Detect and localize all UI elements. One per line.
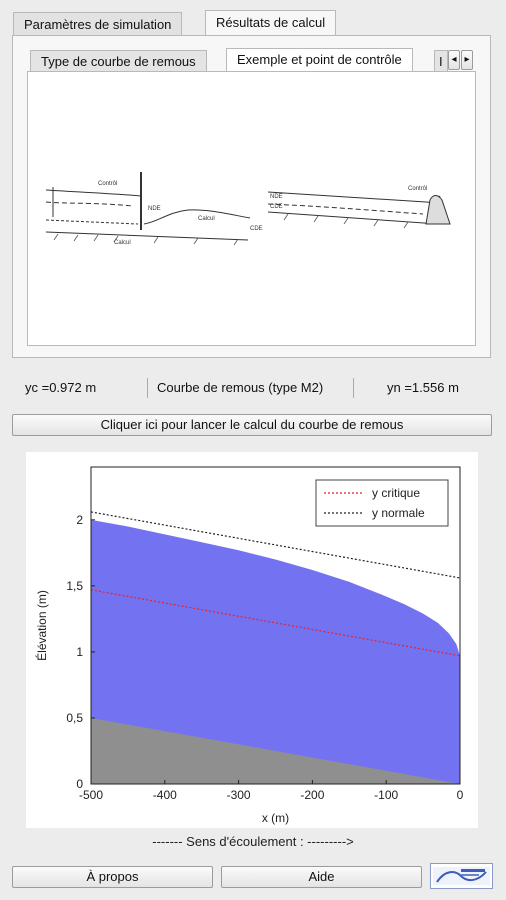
- sketch-label-nde-right: NDE: [270, 194, 283, 200]
- sketch-right: [268, 192, 450, 224]
- chart-container: [26, 452, 478, 828]
- sketch-label-cde: CDE: [250, 226, 263, 232]
- separator-1: [147, 378, 148, 398]
- y-tick-label: 1,5: [66, 578, 83, 593]
- x-tick-label: 0: [456, 788, 464, 802]
- tab-scroll-right-button[interactable]: ▸: [461, 50, 473, 70]
- example-panel: [27, 71, 476, 346]
- tab-scroll-left-button[interactable]: ◂: [448, 50, 460, 70]
- university-logo: [430, 863, 493, 889]
- y-axis-label: Élévation (m): [35, 590, 49, 661]
- sketch-label-calc1: Calcul: [114, 240, 131, 246]
- tab-example-control-point[interactable]: Exemple et point de contrôle: [226, 48, 413, 73]
- sketch-label-nde: NDE: [148, 206, 161, 212]
- x-tick-label: -300: [226, 788, 251, 802]
- x-tick-label: -200: [300, 788, 325, 802]
- curve-type-value: Courbe de remous (type M2): [157, 380, 324, 395]
- x-tick-label: -100: [374, 788, 399, 802]
- sketch-label-calc2: Calcul: [198, 216, 215, 222]
- x-tick-label: -500: [78, 788, 104, 802]
- help-button[interactable]: Aide: [221, 866, 422, 888]
- tab-simulation-parameters[interactable]: Paramètres de simulation: [13, 12, 182, 37]
- flow-direction-label: ------- Sens d'écoulement : --------->: [152, 834, 354, 849]
- y-tick-label: 2: [76, 512, 83, 527]
- normal-depth-value: yn =1.556 m: [387, 380, 459, 395]
- separator-2: [353, 378, 354, 398]
- compute-curve-button[interactable]: Cliquer ici pour lancer le calcul du courbe de remous: [12, 414, 492, 436]
- sketch-label-cde-right: CDE: [270, 204, 283, 210]
- control-point-sketch: [28, 72, 475, 345]
- critical-depth-value: yc =0.972 m: [25, 380, 97, 395]
- tab-calculation-results[interactable]: Résultats de calcul: [205, 10, 336, 37]
- tab-overflow-partial[interactable]: I: [434, 50, 448, 73]
- about-button[interactable]: À propos: [12, 866, 213, 888]
- tab-curve-type[interactable]: Type de courbe de remous: [30, 50, 207, 73]
- y-tick-label: 0,5: [66, 710, 83, 725]
- y-tick-label: 0: [76, 777, 83, 791]
- x-axis-label: x (m): [261, 811, 290, 825]
- sketch-label-control: Contrôl: [98, 181, 118, 187]
- sketch-label-control-right: Contrôl: [408, 186, 428, 192]
- backwater-curve-chart: [26, 452, 478, 828]
- y-tick-label: 1: [76, 644, 83, 659]
- legend-label: y critique: [372, 486, 421, 500]
- x-tick-label: -400: [152, 788, 177, 802]
- legend-label: y normale: [372, 506, 425, 520]
